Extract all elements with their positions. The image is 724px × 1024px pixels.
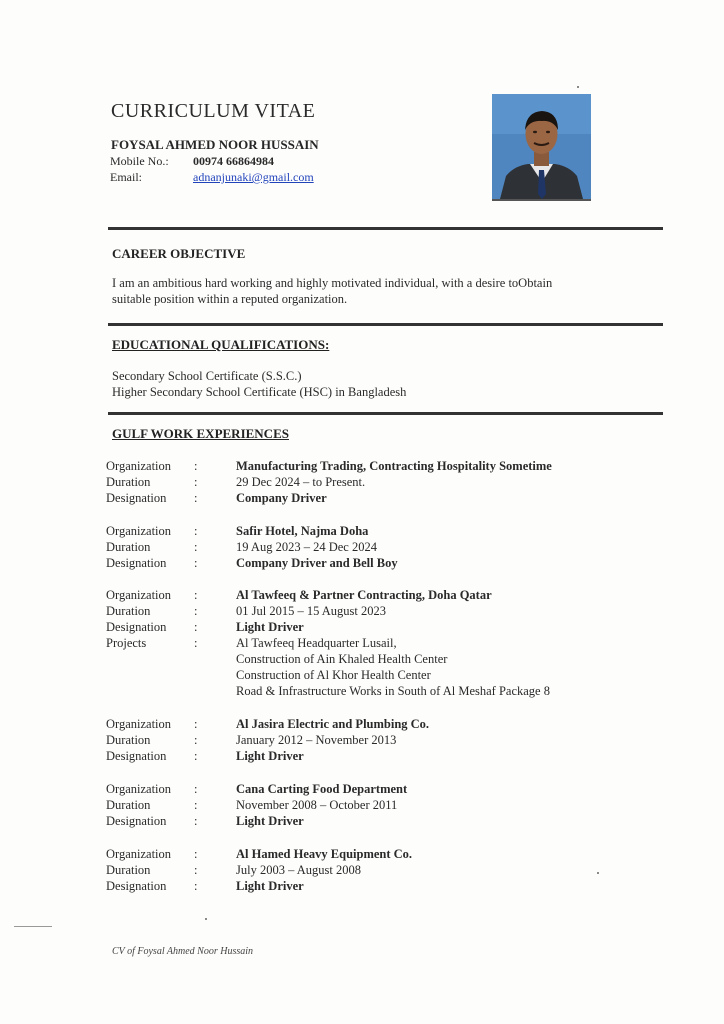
colon: : — [194, 491, 198, 505]
projects-label: Projects — [106, 636, 147, 650]
designation-label: Designation — [106, 620, 167, 634]
designation-label: Designation — [106, 879, 167, 893]
career-objective-line: I am an ambitious hard working and highly motivated individual, with a desire toObtain — [112, 276, 553, 290]
designation-label: Designation — [106, 749, 167, 763]
duration-label: Duration — [106, 733, 151, 747]
designation-label: Designation — [106, 556, 167, 570]
colon: : — [194, 798, 198, 812]
education-list — [112, 368, 632, 400]
designation-value: Company Driver and Bell Boy — [236, 556, 398, 570]
career-objective-line: suitable position within a reputed organization. — [112, 292, 348, 306]
designation-value: Light Driver — [236, 749, 304, 763]
mobile-value: 00974 66864984 — [193, 154, 274, 168]
colon: : — [194, 749, 198, 763]
project-item: Construction of Ain Khaled Health Center — [236, 652, 448, 666]
education-item: Secondary School Certificate (S.S.C.) — [112, 369, 302, 383]
duration-value: November 2008 – October 2011 — [236, 798, 398, 812]
organization-value: Cana Carting Food Department — [236, 782, 408, 796]
duration-label: Duration — [106, 475, 151, 489]
organization-label: Organization — [106, 847, 172, 861]
footer-caption: CV of Foysal Ahmed Noor Hussain — [112, 946, 254, 957]
career-objective-text — [112, 275, 632, 307]
duration-label: Duration — [106, 540, 151, 554]
duration-value: January 2012 – November 2013 — [236, 733, 397, 747]
email-label: Email: — [110, 170, 142, 184]
section-divider — [108, 412, 663, 415]
duration-label: Duration — [106, 604, 151, 618]
career-objective-heading: CAREER OBJECTIVE — [112, 246, 246, 261]
experience-heading: GULF WORK EXPERIENCES — [112, 426, 289, 441]
person-portrait-icon — [492, 94, 591, 199]
colon: : — [194, 814, 198, 828]
designation-label: Designation — [106, 814, 167, 828]
candidate-name: FOYSAL AHMED NOOR HUSSAIN — [111, 137, 319, 152]
colon: : — [194, 863, 198, 877]
duration-value: 29 Dec 2024 – to Present. — [236, 475, 366, 489]
email-row — [110, 170, 314, 185]
organization-label: Organization — [106, 717, 172, 731]
scan-mark — [14, 926, 52, 927]
mobile-row — [110, 154, 274, 169]
duration-value: 19 Aug 2023 – 24 Dec 2024 — [236, 540, 377, 554]
colon: : — [194, 604, 198, 618]
email-link[interactable]: adnanjunaki@gmail.com — [193, 170, 314, 184]
organization-value: Al Jasira Electric and Plumbing Co. — [236, 717, 430, 731]
colon: : — [194, 847, 198, 861]
organization-label: Organization — [106, 459, 172, 473]
organization-value: Safir Hotel, Najma Doha — [236, 524, 369, 538]
scan-speck — [205, 918, 207, 920]
organization-value: Al Tawfeeq & Partner Contracting, Doha Qatar — [236, 588, 492, 602]
colon: : — [194, 475, 198, 489]
organization-value: Al Hamed Heavy Equipment Co. — [236, 847, 413, 861]
colon: : — [194, 620, 198, 634]
project-item: Construction of Al Khor Health Center — [236, 668, 431, 682]
organization-label: Organization — [106, 588, 172, 602]
scan-speck — [577, 86, 579, 88]
designation-label: Designation — [106, 491, 167, 505]
duration-value: July 2003 – August 2008 — [236, 863, 362, 877]
colon: : — [194, 459, 198, 473]
designation-value: Company Driver — [236, 491, 327, 505]
duration-label: Duration — [106, 798, 151, 812]
duration-label: Duration — [106, 863, 151, 877]
mobile-label: Mobile No.: — [110, 154, 169, 168]
education-item: Higher Secondary School Certificate (HSC) in Bangladesh — [112, 385, 407, 399]
organization-label: Organization — [106, 524, 172, 538]
organization-value: Manufacturing Trading, Contracting Hospitality Sometime — [236, 459, 552, 473]
section-divider — [108, 323, 663, 326]
colon: : — [194, 556, 198, 570]
project-item: Al Tawfeeq Headquarter Lusail, — [236, 636, 397, 650]
organization-label: Organization — [106, 782, 172, 796]
colon: : — [194, 717, 198, 731]
profile-photo — [492, 94, 591, 201]
duration-value: 01 Jul 2015 – 15 August 2023 — [236, 604, 387, 618]
colon: : — [194, 782, 198, 796]
colon: : — [194, 636, 198, 650]
education-heading: EDUCATIONAL QUALIFICATIONS: — [112, 337, 330, 352]
designation-value: Light Driver — [236, 814, 304, 828]
colon: : — [194, 540, 198, 554]
colon: : — [194, 588, 198, 602]
section-divider — [108, 227, 663, 230]
document-title: CURRICULUM VITAE — [111, 100, 316, 122]
designation-value: Light Driver — [236, 879, 304, 893]
colon: : — [194, 879, 198, 893]
designation-value: Light Driver — [236, 620, 304, 634]
colon: : — [194, 524, 198, 538]
colon: : — [194, 733, 198, 747]
project-item: Road & Infrastructure Works in South of Al Meshaf Package 8 — [236, 684, 550, 698]
scan-speck — [597, 872, 599, 874]
